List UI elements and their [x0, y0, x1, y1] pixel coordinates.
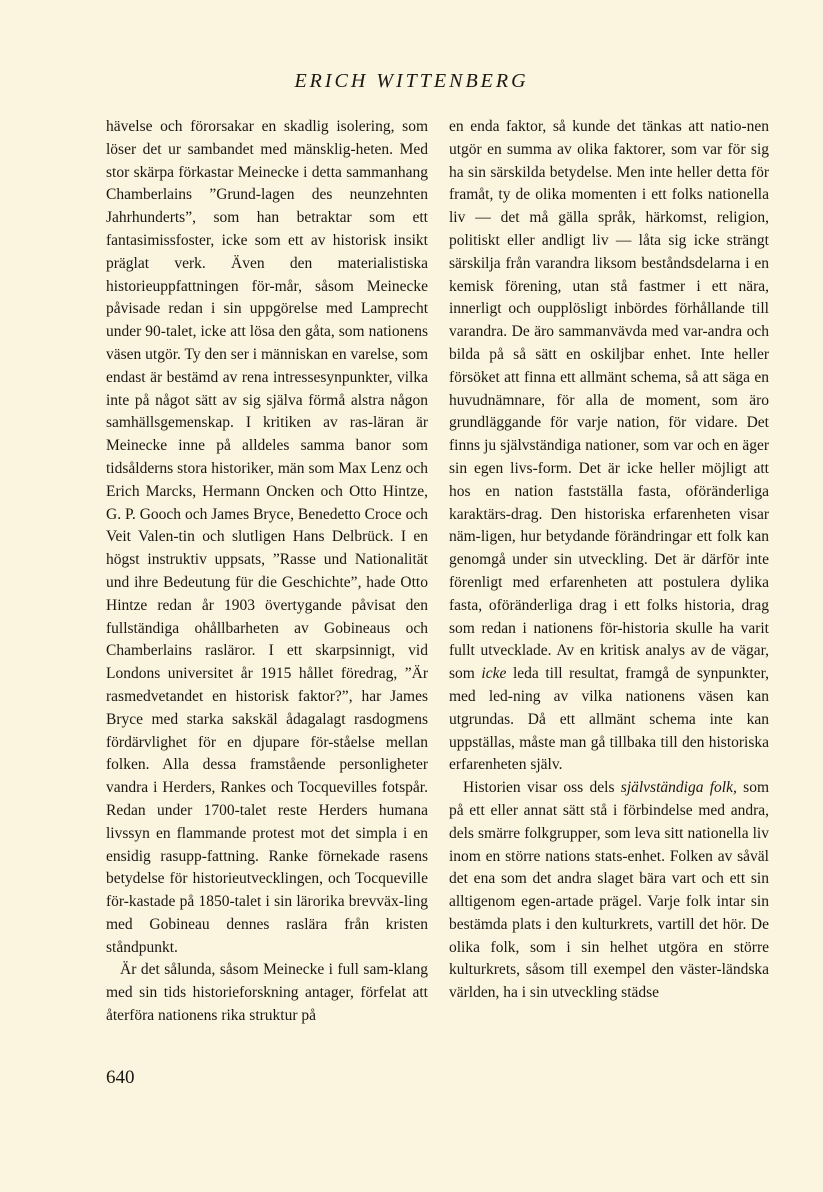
left-column	[106, 116, 428, 1028]
right-paragraph-1	[449, 116, 769, 777]
left-paragraph-2: Är det sålunda, såsom Meinecke i full sam-klang med sin tids historieforskning antager, förfelat att återföra nationens rika struktur på	[106, 961, 428, 1025]
right-paragraph-1-text-a: en enda faktor, så kunde det tänkas att natio-nen utgör en summa av olika faktorer, som var för sig ha sin särskilda betydelse. Men inte heller detta för framåt, ty de olika momenten i ett folks nationella liv — det må gälla språk, härkomst, religion, politiskt eller andligt liv — låta sig icke strängt särskilja från varandra liksom beståndsdelarna i en kemisk förening, utan stå fastmer i ett nära, innerligt och oupplösligt inbördes förhållande till varandra. De äro sammanvävda med var-andra och bilda på så sätt en oskiljbar enhet. Inte heller försöket att finna ett allmänt schema, så att säga en huvudnämnare, för alla de moment, som äro grundläggande för varje nation, för vidare. Det finns ju självständiga nationer, som var och en äger sin egen livs-form. Det är icke heller möjligt att hos en nation fastställa fasta, oföränderliga karaktärs-drag. Den historiska erfarenheten visar näm-ligen, hur betydande förändringar ett folk kan genomgå under sin utveckling. Det är därför inte förenligt med erfarenheten att postulera dylika fasta, oföränderliga drag i ett folks historia, drag som redan i nationens för-historia skulle ha varit fullt utvecklade. Av en kritisk analys av de vägar, som	[449, 118, 769, 683]
right-paragraph-2-text-b: som på ett eller annat sätt stå i förbindelse med andra, dels smärre folkgrupper, som leva sitt nationella liv inom en större nations stats-enhet. Folken av såväl det ena som det andra slaget bära vart och ett sin alltigenom egen-artade prägel. Varje folk intar sin bestämda plats i den kulturkrets, vartill det hör. De olika folk, som i sin helhet utgöra en större kulturkrets, såsom till exempel den väster-ländska världen, ha i sin utveckling städse	[449, 779, 770, 1002]
right-column	[449, 116, 769, 1005]
right-paragraph-2	[449, 777, 769, 1005]
left-paragraph-1: hävelse och förorsakar en skadlig isolering, som löser det ur sambandet med mänsklig-heten. Med stor skärpa förkastar Meinecke i detta sammanhang Chamberlains ”Grund-lagen des neunzehnten Jahrhunderts”, som han betraktar som ett fantasimissfoster, icke som ett av historisk insikt präglat verk. Även den materialistiska historieuppfattningen för-mår, såsom Meinecke påvisade redan i sin uppgörelse med Lamprecht under 90-talet, icke att lösa den gåta, som nationens väsen utgör. Ty den ser i människan en varelse, som endast är bestämd av rena intressesynpunkter, vilka inte på något sätt av sig själva förmå alstra någon samhällsgemenskap. I kritiken av ras-läran är Meinecke inne på alldeles samma banor som tidsålderns stora historiker, män som Max Lenz och Erich Marcks, Hermann Oncken och Otto Hintze, G. P. Gooch och James Bryce, Benedetto Croce och Veit Valen-tin och slutligen Hans Delbrück. I en högst instruktiv uppsats, ”Rasse und Nationalität und ihre Bedeutung für die Geschichte”, hade Otto Hintze redan år 1903 övertygande påvisat den fullständiga ohållbarheten av Gobineaus och Chamberlains rasläror. I ett skarpsinnigt, vid Londons universitet år 1915 hållet föredrag, ”Är rasmedvetandet en historisk faktor?”, har James Bryce med starka sakskäl ådagalagt rasdogmens fördärvlighet för en djupare för-ståelse mellan folken. Alla dessa framstående personligheter vandra i Herders, Rankes och Tocquevilles fotspår. Redan under 1700-talet reste Herders humana livssyn en flammande protest mot det simpla i en ensidig rasupp-fattning. Ranke förnekade rasens betydelse för historieutvecklingen, och Tocqueville för-kastade på 1850-talet i sin lärorika brevväx-ling med Gobineau dennes raslära från kristen ståndpunkt.	[106, 118, 428, 956]
page-number: 640	[106, 1067, 135, 1088]
right-paragraph-2-emphasis: självständiga folk,	[620, 779, 737, 797]
right-paragraph-1-emphasis: icke	[481, 665, 507, 683]
right-paragraph-1-text-b: leda till resultat, framgå de synpunkter, med led-ning av vilka nationens väsen kan utgrundas. Då ett allmänt schema inte kan uppställas, måste man gå tillbaka till den historiska erfarenheten själv.	[449, 665, 770, 774]
running-header: ERICH WITTENBERG	[294, 70, 529, 92]
right-paragraph-2-text-a: Historien visar oss dels	[463, 779, 615, 797]
